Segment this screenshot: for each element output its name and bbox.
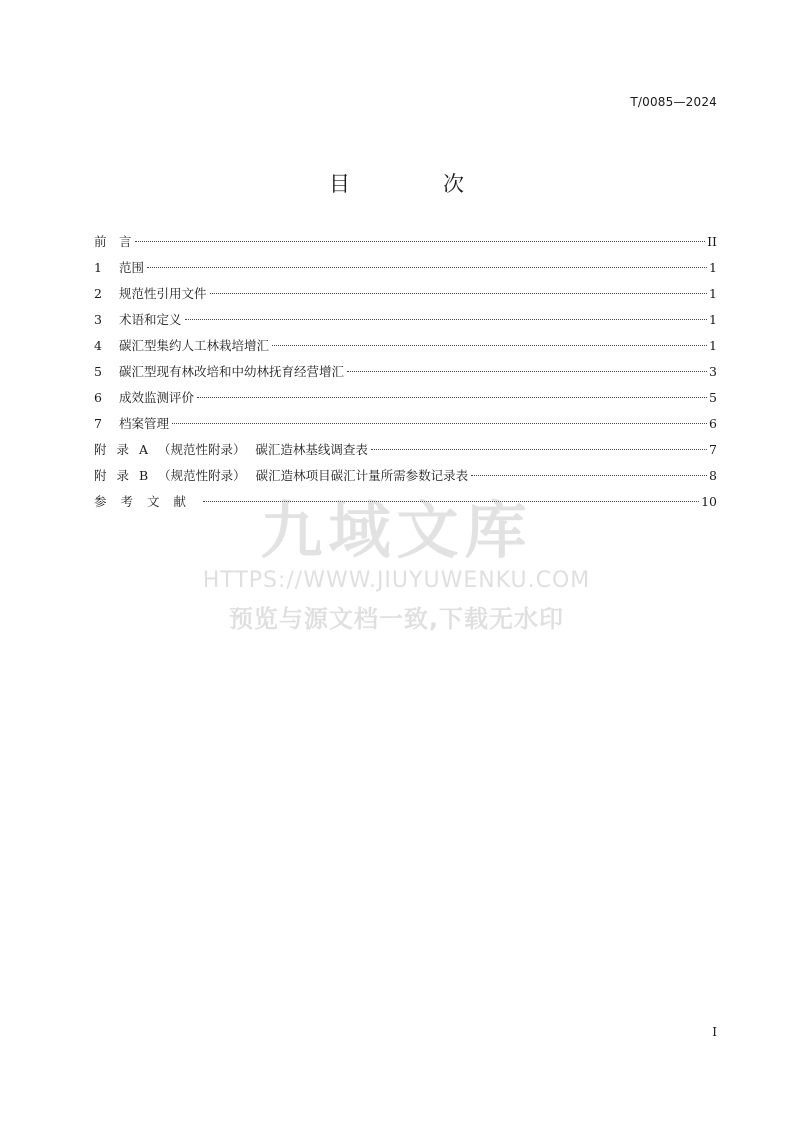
toc-entry-page: 7 <box>709 442 717 457</box>
toc-leader-dots <box>147 267 707 268</box>
toc-leader-dots <box>471 475 707 476</box>
toc-entry-3[interactable] <box>94 307 717 333</box>
watermark-subtitle: 预览与源文档一致,下载无水印 <box>228 605 565 633</box>
toc-entry-6[interactable] <box>94 385 717 411</box>
toc-entry-label: 参考文献 <box>94 494 201 509</box>
toc-entry-label: 范围 <box>119 260 145 275</box>
toc-leader-dots <box>347 371 707 372</box>
toc-entry-page: 8 <box>709 468 717 483</box>
toc-entry-label: 碳汇型集约人工林栽培增汇 <box>119 338 270 353</box>
page-number: I <box>712 1025 717 1039</box>
toc-entry-label: 档案管理 <box>119 416 170 431</box>
toc-entry-1[interactable] <box>94 255 717 281</box>
toc-entry-page: II <box>707 234 717 249</box>
toc-entry-label: 碳汇型现有林改培和中幼林抚育经营增汇 <box>119 364 345 379</box>
toc-entry-appendix-a[interactable] <box>94 437 717 463</box>
toc-entry-label: 规范性引用文件 <box>119 286 207 301</box>
toc-entry-page: 10 <box>701 494 717 509</box>
toc-leader-dots <box>210 293 708 294</box>
toc-leader-dots <box>185 319 708 320</box>
toc-entry-label: 附 录 A （规范性附录） 碳汇造林基线调查表 <box>94 442 368 457</box>
watermark-logo-text: 九域文库 <box>260 494 533 567</box>
watermark <box>0 494 793 634</box>
toc-entry-label: 术语和定义 <box>119 312 182 327</box>
toc-entry-number: 7 <box>94 416 102 431</box>
toc-entry-number: 2 <box>94 286 102 301</box>
toc-title: 目 次 <box>329 172 500 196</box>
toc-entry-page: 1 <box>709 286 717 301</box>
toc-entry-foreword[interactable] <box>94 229 717 255</box>
toc-leader-dots <box>172 423 707 424</box>
toc-entry-page: 1 <box>709 338 717 353</box>
toc-entry-page: 5 <box>709 390 717 405</box>
toc-entry-4[interactable] <box>94 333 717 359</box>
toc-leader-dots <box>272 345 707 346</box>
toc-entry-label: 附 录 B （规范性附录） 碳汇造林项目碳汇计量所需参数记录表 <box>94 468 469 483</box>
toc-leader-dots <box>203 501 699 502</box>
toc-entry-number: 3 <box>94 312 102 327</box>
toc-entry-label: 成效监测评价 <box>119 390 195 405</box>
document-code: T/0085—2024 <box>630 95 717 109</box>
toc-entry-number: 4 <box>94 338 102 353</box>
toc-entry-7[interactable] <box>94 411 717 437</box>
toc-leader-dots <box>135 241 706 242</box>
toc-entry-5[interactable] <box>94 359 717 385</box>
toc-entry-page: 3 <box>709 364 717 379</box>
toc-entry-appendix-b[interactable] <box>94 463 717 489</box>
toc-entry-references[interactable] <box>94 489 717 515</box>
toc-entry-label: 前 言 <box>94 234 132 249</box>
table-of-contents <box>94 229 717 515</box>
toc-leader-dots <box>371 449 707 450</box>
watermark-url: HTTPS://WWW.JIUYUWENKU.COM <box>202 568 591 593</box>
toc-leader-dots <box>197 397 707 398</box>
toc-entry-number: 6 <box>94 390 102 405</box>
toc-entry-number: 1 <box>94 260 102 275</box>
toc-entry-page: 6 <box>709 416 717 431</box>
toc-entry-number: 5 <box>94 364 102 379</box>
toc-entry-page: 1 <box>709 260 717 275</box>
toc-entry-2[interactable] <box>94 281 717 307</box>
toc-entry-page: 1 <box>709 312 717 327</box>
